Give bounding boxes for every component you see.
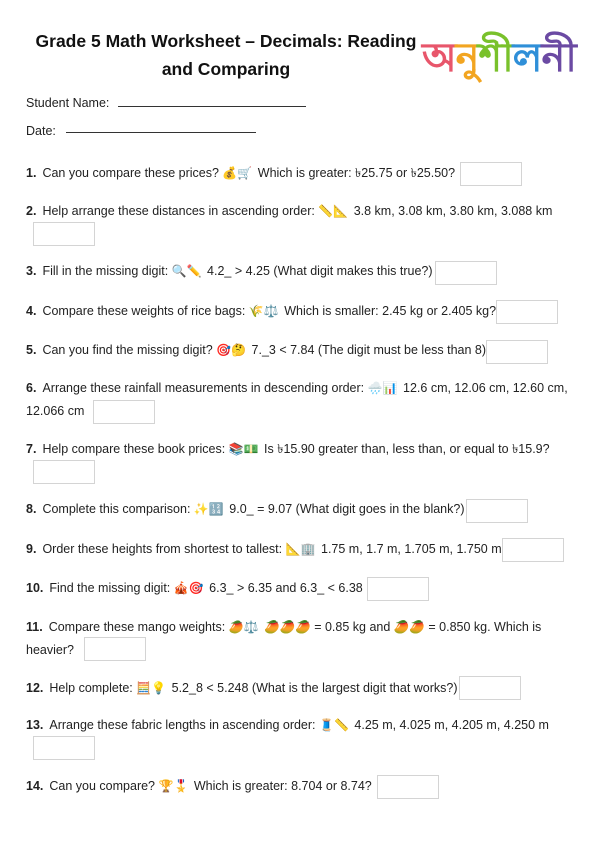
date-field[interactable] xyxy=(66,132,256,133)
answer-box-6[interactable] xyxy=(93,400,155,424)
triangle-building-icon: 📐🏢 xyxy=(285,542,316,556)
brand-logo xyxy=(422,28,582,88)
question-6-continued: 12.066 cm xyxy=(26,404,85,418)
thread-ruler-icon: 🧵📏 xyxy=(319,718,349,732)
question-2: 2. Help arrange these distances in ascending order: 📏📐 3.8 km, 3.08 km, 3.80 km, 3.088 km xyxy=(26,204,553,218)
question-1: 1. Can you compare these prices? 💰🛒 Which is greater: ৳25.75 or ৳25.50? xyxy=(26,166,456,180)
rice-scale-icon: 🌾⚖️ xyxy=(248,304,279,318)
question-12: 12. Help complete: 🧮💡 5.2_8 < 5.248 (What is the largest digit that works?) xyxy=(26,681,458,695)
question-11-continued: heavier? xyxy=(26,643,74,657)
books-money-icon: 📚💵 xyxy=(228,442,259,456)
question-13: 13. Arrange these fabric lengths in ascending order: 🧵📏 4.25 m, 4.025 m, 4.205 m, 4.250 m xyxy=(26,718,549,732)
trophy-medal-icon: 🏆🎖️ xyxy=(158,779,189,793)
question-8: 8. Complete this comparison: ✨🔢 9.0_ = 9.07 (What digit goes in the blank?) xyxy=(26,502,465,516)
logo-letter-5: নী xyxy=(541,35,576,81)
answer-box-3[interactable] xyxy=(435,261,497,285)
answer-box-2[interactable] xyxy=(33,222,95,246)
answer-box-7[interactable] xyxy=(33,460,95,484)
answer-box-1[interactable] xyxy=(460,162,522,186)
title-line-1: Grade 5 Math Worksheet – Decimals: Reading xyxy=(35,31,417,51)
student-name-label: Student Name: xyxy=(26,96,110,110)
logo-letter-4: ল xyxy=(512,35,542,81)
worksheet-title xyxy=(20,27,432,83)
answer-box-14[interactable] xyxy=(377,775,439,799)
question-9: 9. Order these heights from shortest to tallest: 📐🏢 1.75 m, 1.7 m, 1.705 m, 1.750 m xyxy=(26,542,502,556)
answer-box-4[interactable] xyxy=(496,300,558,324)
answer-box-13[interactable] xyxy=(33,736,95,760)
target-thinking-icon: 🎯🤔 xyxy=(216,343,247,357)
answer-box-9[interactable] xyxy=(502,538,564,562)
question-3: 3. Fill in the missing digit: 🔍✏️ 4.2_ > 4.25 (What digit makes this true?) xyxy=(26,264,433,278)
question-11: 11. Compare these mango weights: 🥭⚖️ 🥭🥭🥭 = 0.85 kg and 🥭🥭 = 0.850 kg. Which is xyxy=(26,620,542,634)
magnifier-pencil-icon: 🔍✏️ xyxy=(171,264,202,278)
logo-letter-2: নু xyxy=(455,35,479,81)
student-name-field[interactable] xyxy=(118,106,306,107)
answer-box-10[interactable] xyxy=(367,577,429,601)
answer-box-11[interactable] xyxy=(84,637,146,661)
question-10: 10. Find the missing digit: 🎪🎯 6.3_ > 6.35 and 6.3_ < 6.38 xyxy=(26,581,363,595)
logo-letter-3: শী xyxy=(478,35,513,81)
answer-box-12[interactable] xyxy=(459,676,521,700)
title-line-2: and Comparing xyxy=(161,59,291,79)
question-6: 6. Arrange these rainfall measurements in descending order: 🌧️📊 12.6 cm, 12.06 cm, 12.60 cm, xyxy=(26,381,568,395)
ruler-triangle-icon: 📏📐 xyxy=(318,204,349,218)
sparkles-numbers-icon: ✨🔢 xyxy=(193,502,224,516)
question-7: 7. Help compare these book prices: 📚💵 Is ৳15.90 greater than, less than, or equal to ৳15.9? xyxy=(26,442,550,456)
rain-chart-icon: 🌧️📊 xyxy=(367,381,398,395)
money-bag-cart-icon: 💰🛒 xyxy=(222,166,253,180)
logo-letter-1: অ xyxy=(422,35,456,81)
date-label: Date: xyxy=(26,124,56,138)
answer-box-5[interactable] xyxy=(486,340,548,364)
answer-box-8[interactable] xyxy=(466,499,528,523)
question-14: 14. Can you compare? 🏆🎖️ Which is greater: 8.704 or 8.74? xyxy=(26,779,372,793)
question-4: 4. Compare these weights of rice bags: 🌾⚖️ Which is smaller: 2.45 kg or 2.405 kg? xyxy=(26,304,497,318)
mango-scale-icon: 🥭⚖️ xyxy=(228,620,259,634)
circus-target-icon: 🎪🎯 xyxy=(173,581,204,595)
question-5: 5. Can you find the missing digit? 🎯🤔 7._3 < 7.84 (The digit must be less than 8) xyxy=(26,343,487,357)
abacus-bulb-icon: 🧮💡 xyxy=(136,681,167,695)
